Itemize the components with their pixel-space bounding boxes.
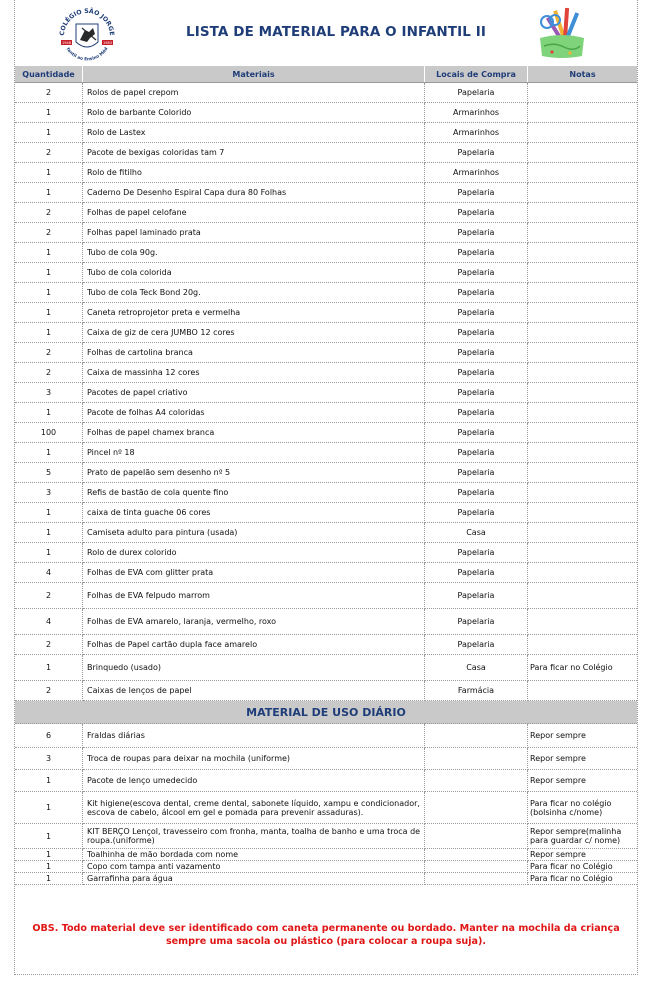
column-header-notes: Notas (528, 66, 638, 83)
table-row (15, 263, 637, 283)
table-row (15, 203, 637, 223)
row-material: Prato de papelão sem desenho nº 5 (83, 463, 425, 483)
row-notes: Repor sempre(malinha para guardar c/ nome) (528, 824, 638, 849)
row-qty: 3 (15, 483, 83, 503)
row-material: Caixas de lenços de papel (83, 681, 425, 701)
row-notes (528, 523, 638, 543)
row-qty: 1 (15, 163, 83, 183)
row-qty: 3 (15, 383, 83, 403)
row-location: Papelaria (425, 243, 528, 263)
row-notes (528, 383, 638, 403)
row-location (425, 792, 528, 824)
row-notes (528, 163, 638, 183)
row-notes (528, 463, 638, 483)
row-location: Papelaria (425, 443, 528, 463)
row-qty: 1 (15, 303, 83, 323)
row-material: KIT BERÇO Lençol, travesseiro com fronha, manta, toalha de banho e uma troca de roupa.(uniforme) (83, 824, 425, 849)
row-notes (528, 283, 638, 303)
row-notes (528, 503, 638, 523)
table-row (15, 543, 637, 563)
row-location: Papelaria (425, 463, 528, 483)
row-location (425, 748, 528, 770)
row-material: Fraldas diárias (83, 724, 425, 748)
row-material: Caixa de massinha 12 cores (83, 363, 425, 383)
material-rows (15, 83, 637, 885)
row-notes (528, 103, 638, 123)
row-notes: Repor sempre (528, 849, 638, 861)
row-location: Papelaria (425, 283, 528, 303)
table-row (15, 343, 637, 363)
row-location: Papelaria (425, 323, 528, 343)
row-notes (528, 483, 638, 503)
row-qty: 1 (15, 183, 83, 203)
daily-row (15, 824, 637, 849)
logo-year-left: 1948 (62, 41, 71, 45)
row-material: Rolo de fitilho (83, 163, 425, 183)
daily-row (15, 873, 637, 885)
table-row (15, 223, 637, 243)
row-location: Papelaria (425, 263, 528, 283)
row-qty: 1 (15, 873, 83, 885)
table-row (15, 123, 637, 143)
row-location: Armarinhos (425, 103, 528, 123)
section-header-row (15, 701, 637, 724)
row-qty: 1 (15, 770, 83, 792)
row-material: Folhas de papel celofane (83, 203, 425, 223)
row-location: Papelaria (425, 183, 528, 203)
row-location: Armarinhos (425, 163, 528, 183)
row-qty: 4 (15, 563, 83, 583)
row-location: Papelaria (425, 83, 528, 103)
row-material: Rolo de durex colorido (83, 543, 425, 563)
row-material: caixa de tinta guache 06 cores (83, 503, 425, 523)
column-header-qty: Quantidade (15, 66, 83, 83)
table-row (15, 503, 637, 523)
row-location: Papelaria (425, 363, 528, 383)
row-location: Papelaria (425, 143, 528, 163)
material-list (15, 66, 637, 885)
row-qty: 2 (15, 223, 83, 243)
row-location: Papelaria (425, 503, 528, 523)
pencil-case-icon (534, 6, 590, 62)
row-material: Rolo de Lastex (83, 123, 425, 143)
table-row (15, 363, 637, 383)
row-location: Papelaria (425, 203, 528, 223)
row-location: Papelaria (425, 303, 528, 323)
row-location: Papelaria (425, 423, 528, 443)
row-material: Kit higiene(escova dental, creme dental, sabonete líquido, xampu e condicionador, escova de cabelo, álcool em gel e pomada para prevenir assaduras). (83, 792, 425, 824)
table-row (15, 609, 637, 635)
row-location (425, 861, 528, 873)
row-location: Papelaria (425, 483, 528, 503)
observation-note: OBS. Todo material deve ser identificado com caneta permanente ou bordado. Manter na mochila da criança sempre uma sacola ou plástico (para colocar a roupa suja). (32, 923, 620, 947)
row-material: Brinquedo (usado) (83, 655, 425, 681)
row-location: Papelaria (425, 223, 528, 243)
row-notes: Repor sempre (528, 724, 638, 748)
row-material: Folhas de EVA com glitter prata (83, 563, 425, 583)
row-material: Pacote de bexigas coloridas tam 7 (83, 143, 425, 163)
row-material: Caixa de giz de cera JUMBO 12 cores (83, 323, 425, 343)
row-notes (528, 203, 638, 223)
table-row (15, 423, 637, 443)
table-row (15, 443, 637, 463)
row-qty: 2 (15, 143, 83, 163)
table-row (15, 655, 637, 681)
row-material: Troca de roupas para deixar na mochila (uniforme) (83, 748, 425, 770)
row-location: Farmácia (425, 681, 528, 701)
row-material: Caderno De Desenho Espiral Capa dura 80 Folhas (83, 183, 425, 203)
row-material: Rolos de papel crepom (83, 83, 425, 103)
row-qty: 1 (15, 323, 83, 343)
table-row (15, 183, 637, 203)
row-notes (528, 443, 638, 463)
row-location (425, 824, 528, 849)
row-material: Refis de bastão de cola quente fino (83, 483, 425, 503)
row-qty: 2 (15, 583, 83, 609)
row-location: Papelaria (425, 583, 528, 609)
row-qty: 1 (15, 543, 83, 563)
row-qty: 1 (15, 263, 83, 283)
row-material: Camiseta adulto para pintura (usada) (83, 523, 425, 543)
row-notes: Para ficar no Colégio (528, 655, 638, 681)
row-location: Papelaria (425, 609, 528, 635)
row-qty: 1 (15, 824, 83, 849)
row-material: Pacote de lenço umedecido (83, 770, 425, 792)
row-location: Papelaria (425, 563, 528, 583)
row-notes (528, 609, 638, 635)
row-qty: 1 (15, 403, 83, 423)
row-location (425, 724, 528, 748)
column-header-material: Materiais (83, 66, 425, 83)
table-row (15, 243, 637, 263)
row-notes (528, 543, 638, 563)
row-notes (528, 143, 638, 163)
material-table (15, 66, 637, 885)
row-qty: 1 (15, 655, 83, 681)
row-notes (528, 563, 638, 583)
row-material: Folhas papel laminado prata (83, 223, 425, 243)
table-row (15, 483, 637, 503)
table-row (15, 635, 637, 655)
row-material: Tubo de cola Teck Bond 20g. (83, 283, 425, 303)
school-crest-icon (52, 4, 122, 64)
row-material: Pincel nº 18 (83, 443, 425, 463)
table-row (15, 323, 637, 343)
row-location: Papelaria (425, 403, 528, 423)
row-location: Papelaria (425, 343, 528, 363)
row-notes: Para ficar no Colégio (528, 861, 638, 873)
daily-row (15, 748, 637, 770)
row-location: Casa (425, 523, 528, 543)
row-material: Garrafinha para água (83, 873, 425, 885)
row-qty: 2 (15, 83, 83, 103)
row-qty: 1 (15, 243, 83, 263)
row-notes: Repor sempre (528, 770, 638, 792)
row-material: Folhas de cartolina branca (83, 343, 425, 363)
row-notes (528, 323, 638, 343)
row-location (425, 849, 528, 861)
row-notes: Para ficar no colégio (bolsinha c/nome) (528, 792, 638, 824)
column-header-location: Locais de Compra (425, 66, 528, 83)
row-qty: 100 (15, 423, 83, 443)
row-qty: 2 (15, 343, 83, 363)
row-notes (528, 183, 638, 203)
row-qty: 1 (15, 792, 83, 824)
table-row (15, 583, 637, 609)
row-qty: 1 (15, 849, 83, 861)
daily-row (15, 849, 637, 861)
logo-motto: fantil ao Ensino Méd (64, 46, 110, 63)
row-qty: 4 (15, 609, 83, 635)
row-location: Casa (425, 655, 528, 681)
row-notes (528, 263, 638, 283)
table-row (15, 143, 637, 163)
row-notes (528, 83, 638, 103)
table-row (15, 103, 637, 123)
row-material: Rolo de barbante Colorido (83, 103, 425, 123)
row-location: Armarinhos (425, 123, 528, 143)
row-qty: 1 (15, 123, 83, 143)
daily-row (15, 861, 637, 873)
row-notes (528, 123, 638, 143)
row-notes: Repor sempre (528, 748, 638, 770)
logo-text: COLÉGIO SÃO JORGE (58, 7, 116, 36)
row-qty: 2 (15, 363, 83, 383)
table-row (15, 681, 637, 701)
table-row (15, 463, 637, 483)
row-notes (528, 363, 638, 383)
row-notes (528, 343, 638, 363)
section-title: MATERIAL DE USO DIÁRIO (15, 701, 637, 724)
row-qty: 5 (15, 463, 83, 483)
row-notes (528, 403, 638, 423)
row-notes (528, 243, 638, 263)
page-title: LISTA DE MATERIAL PARA O INFANTIL II (186, 24, 486, 40)
daily-row (15, 724, 637, 748)
row-qty: 1 (15, 283, 83, 303)
row-material: Caneta retroprojetor preta e vermelha (83, 303, 425, 323)
document-header (0, 0, 650, 66)
table-row (15, 403, 637, 423)
row-material: Tubo de cola colorida (83, 263, 425, 283)
row-notes (528, 681, 638, 701)
table-row (15, 523, 637, 543)
row-material: Folhas de Papel cartão dupla face amarelo (83, 635, 425, 655)
table-row (15, 283, 637, 303)
row-notes: Para ficar no Colégio (528, 873, 638, 885)
daily-row (15, 770, 637, 792)
row-material: Pacote de folhas A4 coloridas (83, 403, 425, 423)
table-row (15, 303, 637, 323)
table-row (15, 83, 637, 103)
row-qty: 2 (15, 681, 83, 701)
row-qty: 1 (15, 523, 83, 543)
table-row (15, 163, 637, 183)
row-qty: 6 (15, 724, 83, 748)
row-qty: 2 (15, 635, 83, 655)
table-row (15, 563, 637, 583)
row-notes (528, 583, 638, 609)
row-location: Papelaria (425, 383, 528, 403)
row-material: Folhas de EVA amarelo, laranja, vermelho, roxo (83, 609, 425, 635)
row-material: Folhas de EVA felpudo marrom (83, 583, 425, 609)
row-material: Folhas de papel chamex branca (83, 423, 425, 443)
row-material: Toalhinha de mão bordada com nome (83, 849, 425, 861)
row-qty: 1 (15, 503, 83, 523)
row-material: Tubo de cola 90g. (83, 243, 425, 263)
row-material: Copo com tampa anti vazamento (83, 861, 425, 873)
row-location (425, 770, 528, 792)
row-location (425, 873, 528, 885)
row-qty: 1 (15, 861, 83, 873)
table-header-row (15, 66, 637, 83)
row-qty: 2 (15, 203, 83, 223)
row-location: Papelaria (425, 635, 528, 655)
daily-row (15, 792, 637, 824)
table-row (15, 383, 637, 403)
row-notes (528, 635, 638, 655)
row-qty: 1 (15, 103, 83, 123)
row-qty: 1 (15, 443, 83, 463)
row-notes (528, 223, 638, 243)
row-location: Papelaria (425, 543, 528, 563)
row-notes (528, 423, 638, 443)
row-qty: 3 (15, 748, 83, 770)
row-material: Pacotes de papel criativo (83, 383, 425, 403)
row-notes (528, 303, 638, 323)
logo-year-right: 1983 (103, 41, 112, 45)
